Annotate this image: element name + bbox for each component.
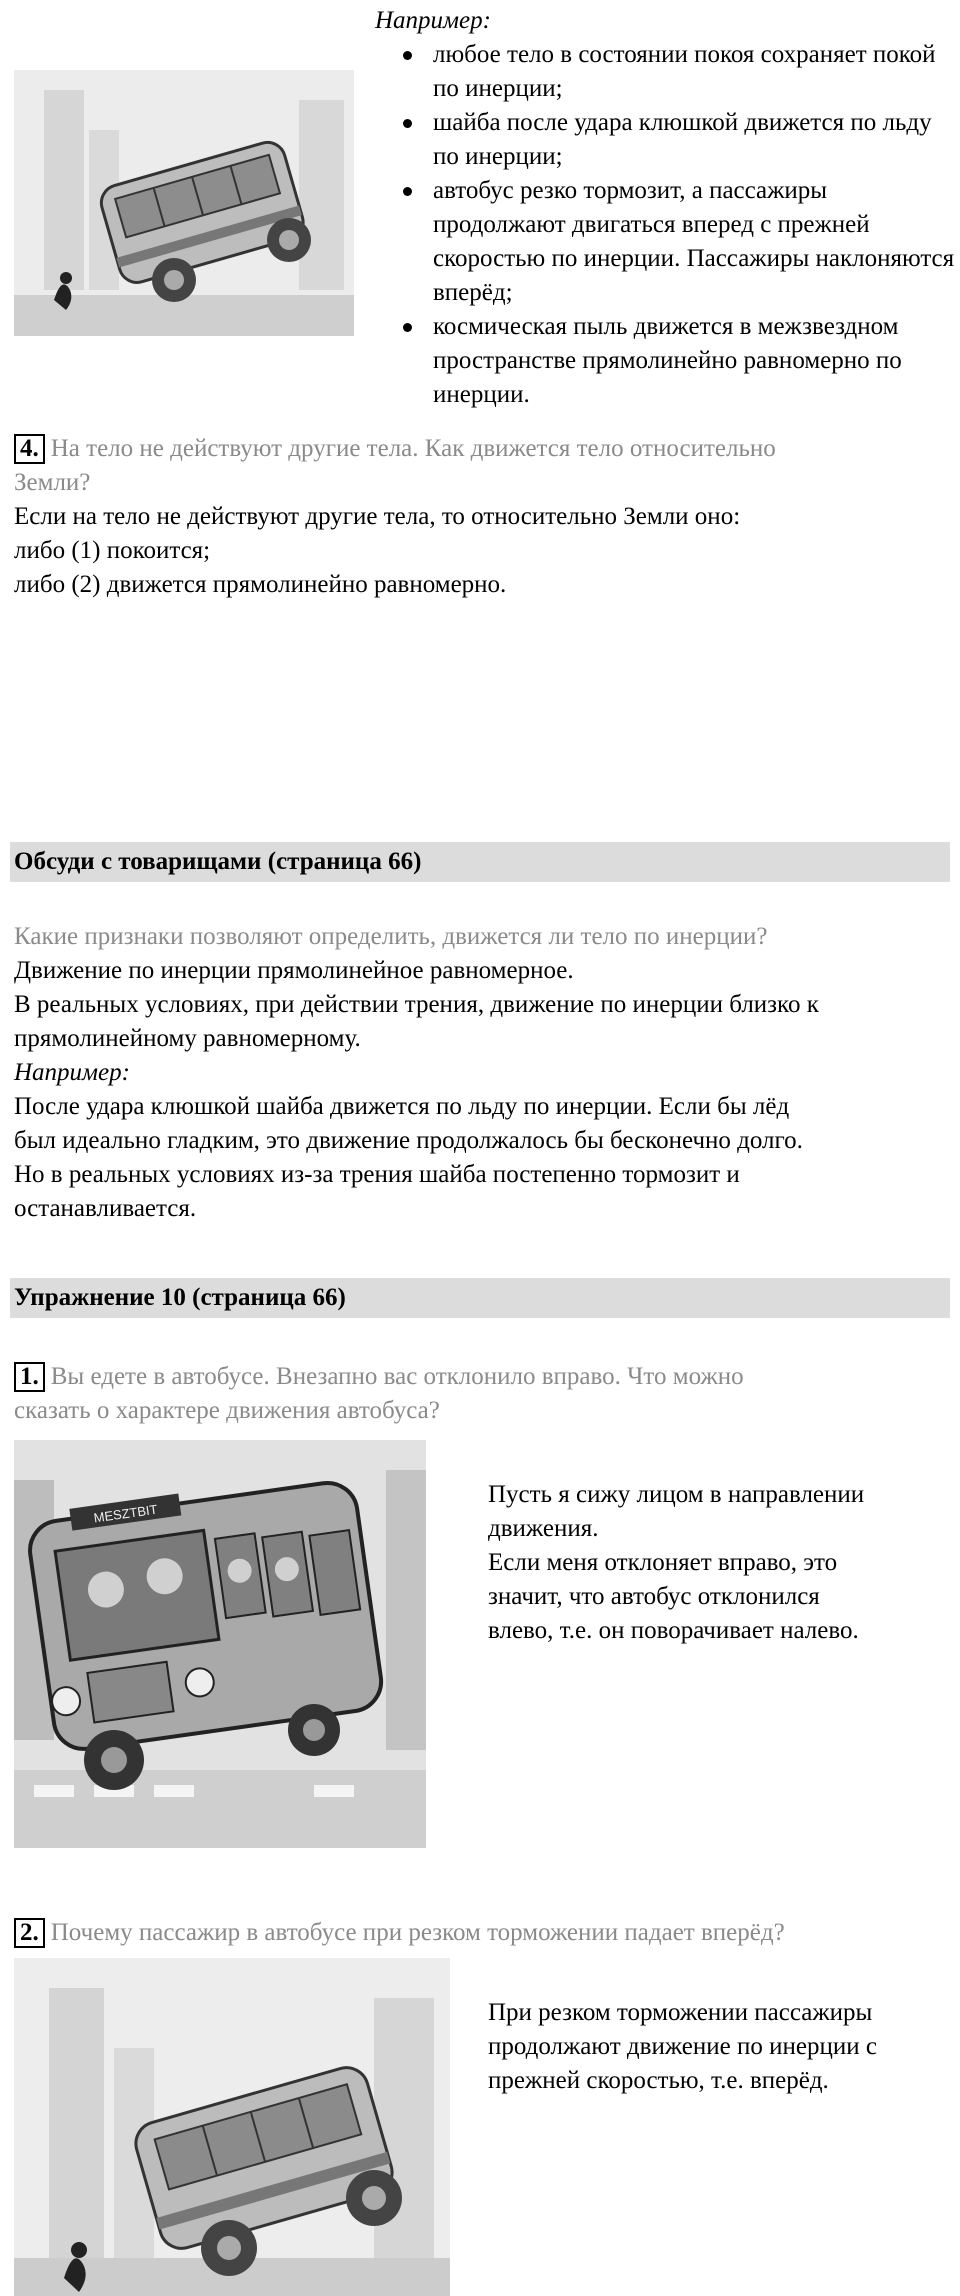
example-label: Например: xyxy=(375,7,491,34)
question-number: 2. xyxy=(14,1918,45,1948)
answer-line: значит, что автобус отклонился xyxy=(488,1583,820,1610)
discuss-question: Какие признаки позволяют определить, движется ли тело по инерции? xyxy=(14,923,768,950)
answer-line: прежней скоростью, т.е. вперёд. xyxy=(488,2067,829,2094)
list-item: шайба после удара клюшкой движется по льду по инерции; xyxy=(375,106,955,174)
answer-line: Пусть я сижу лицом в направлении xyxy=(488,1481,865,1508)
intro-examples xyxy=(375,4,955,412)
answer-line: либо (2) движется прямолинейно равномерно. xyxy=(14,571,507,598)
answer-line: либо (1) покоится; xyxy=(14,537,211,564)
question-4-text: 4. На тело не действуют другие тела. Как движется тело относительно xyxy=(14,432,954,466)
question-4 xyxy=(14,432,954,602)
list-item: любое тело в состоянии покоя сохраняет покой по инерции; xyxy=(375,38,955,106)
answer-line: Если на тело не действуют другие тела, то относительно Земли оно: xyxy=(14,503,741,530)
answer-line: прямолинейному равномерному. xyxy=(14,1025,361,1052)
answer-line: продолжают движение по инерции с xyxy=(488,2033,877,2060)
discuss-section-header: Обсуди с товарищами (страница 66) xyxy=(10,842,950,882)
list-item: космическая пыль движется в межзвездном пространстве прямолинейно равномерно по инерции. xyxy=(375,310,955,412)
destination-sign: MESZTBIT xyxy=(92,1501,159,1526)
example-label: Например: xyxy=(14,1059,130,1086)
example-list xyxy=(375,38,955,412)
example-line: останавливается. xyxy=(14,1195,197,1222)
example-line: Но в реальных условиях из-за трения шайба постепенно тормозит и xyxy=(14,1161,740,1188)
exercise-q1-answer xyxy=(488,1478,953,1648)
exercise-q2-answer xyxy=(488,1996,953,2098)
exercise-section-header: Упражнение 10 (страница 66) xyxy=(10,1278,950,1318)
answer-line: При резком торможении пассажиры xyxy=(488,1999,873,2026)
example-line: был идеально гладким, это движение продолжалось бы бесконечно долго. xyxy=(14,1127,803,1154)
braking-bus-illustration xyxy=(14,70,354,336)
braking-bus-large-illustration xyxy=(14,1958,450,2296)
exercise-q1-question: 1. Вы едете в автобусе. Внезапно вас отклонило вправо. Что можно сказать о характере движения автобуса? xyxy=(14,1363,744,1424)
answer-line: движения. xyxy=(488,1515,599,1542)
exercise-q2-question: 2. Почему пассажир в автобусе при резком торможении падает вперёд? xyxy=(14,1916,954,1950)
turning-bus-illustration xyxy=(14,1440,426,1848)
example-line: После удара клюшкой шайба движется по льду по инерции. Если бы лёд xyxy=(14,1093,790,1120)
question-number: 1. xyxy=(14,1362,45,1392)
question-4-text-cont: Земли? xyxy=(14,469,91,496)
list-item: автобус резко тормозит, а пассажиры продолжают двигаться вперед с прежней скоростью по инерции. Пассажиры наклоняются вперёд; xyxy=(375,174,955,310)
answer-line: влево, т.е. он поворачивает налево. xyxy=(488,1617,859,1644)
answer-line: Движение по инерции прямолинейное равномерное. xyxy=(14,957,574,984)
answer-line: Если меня отклоняет вправо, это xyxy=(488,1549,838,1576)
answer-line: В реальных условиях, при действии трения, движение по инерции близко к xyxy=(14,991,819,1018)
discuss-content xyxy=(14,920,954,1226)
question-number: 4. xyxy=(14,434,45,464)
